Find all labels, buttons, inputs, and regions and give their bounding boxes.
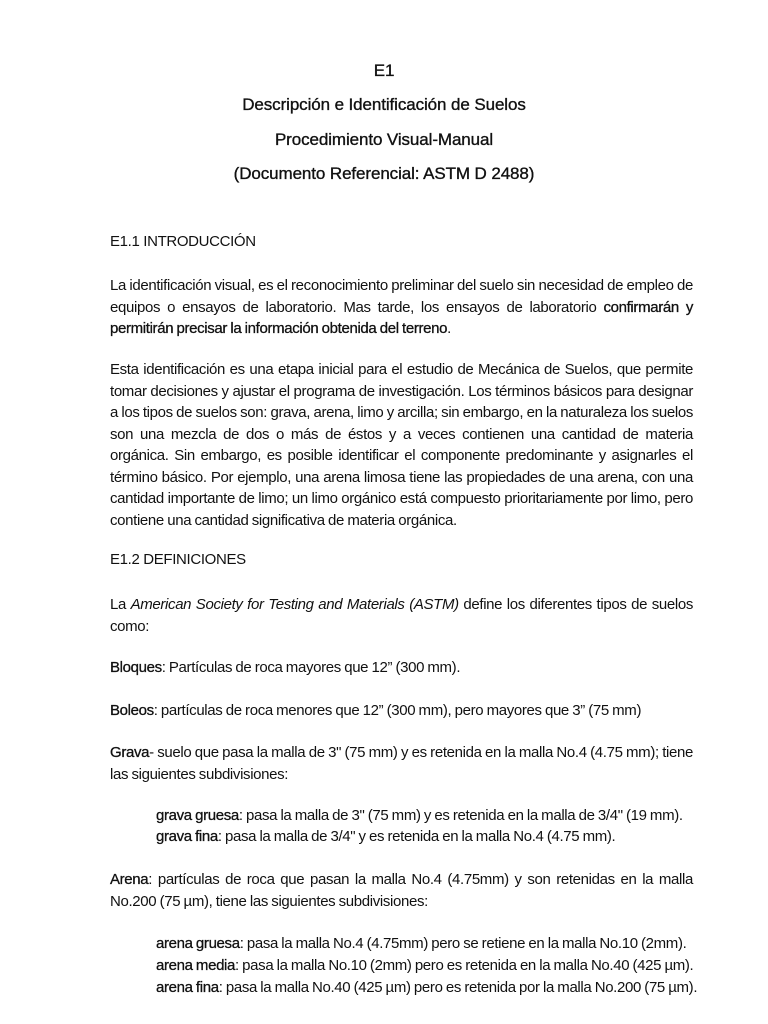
section-heading-introduccion: E1.1 INTRODUCCIÓN xyxy=(110,233,256,250)
intro-paragraph-2: Esta identificación es una etapa inicial para el estudio de Mecánica de Suelos, que permite tomar decisiones y ajustar el programa de investigación. Los términos básicos para designar a los tipos de suelos son: grava, arena, limo y arcilla; sin embargo, en la naturaleza los suelos son una mezcla de dos o más de éstos y a veces contienen una cantidad de materia orgánica. Sin embargo, es posible identificar el componente predominante y asignarles el término básico. Por ejemplo, una arena limosa tiene las propiedades de una arena, con una cantidad importante de limo; un limo orgánico está compuesto prioritariamente por limo, pero contiene una cantidad significativa de materia orgánica. xyxy=(110,361,693,529)
term-grava-fina: grava fina xyxy=(156,828,218,845)
intro-p1-end: . xyxy=(447,320,451,337)
section-heading-definiciones: E1.2 DEFINICIONES xyxy=(110,551,246,568)
text-arena-gruesa: : pasa la malla No.4 (4.75mm) pero se retiene en la malla No.10 (2mm). xyxy=(239,935,687,952)
term-grava: Grava xyxy=(110,744,150,761)
definiciones-intro xyxy=(110,594,693,637)
definition-arena xyxy=(110,869,693,912)
intro-paragraph-1 xyxy=(110,275,693,340)
term-boleos: Boleos xyxy=(110,702,154,719)
term-arena-media: arena media xyxy=(156,957,236,974)
definition-grava xyxy=(110,742,693,785)
definiciones-intro-post: define los diferentes tipos de suelos como: xyxy=(110,596,693,635)
text-grava: - suelo que pasa la malla de 3" (75 mm) y es retenida en la malla No.4 (4.75 mm); tiene las siguientes subdivisiones: xyxy=(110,744,693,783)
text-grava-fina: : pasa la malla de 3/4" y es retenida en la malla No.4 (4.75 mm). xyxy=(217,828,616,845)
subdivision-arena-fina xyxy=(156,977,716,999)
doc-title: Descripción e Identificación de Suelos xyxy=(242,95,526,114)
intro-p1-bold: confirmarán y permitirán precisar la información obtenida del terreno xyxy=(110,298,693,337)
text-bloques: : Partículas de roca mayores que 12” (300 mm). xyxy=(161,659,461,676)
doc-code: E1 xyxy=(373,61,395,80)
term-arena-fina: arena fina xyxy=(156,979,219,996)
subdivision-grava-fina xyxy=(156,826,716,848)
term-bloques: Bloques xyxy=(110,659,162,676)
term-arena-gruesa: arena gruesa xyxy=(156,935,240,952)
term-arena: Arena xyxy=(110,871,149,888)
subdivision-arena-gruesa xyxy=(156,933,716,955)
text-boleos: : partículas de roca menores que 12” (300 mm), pero mayores que 3” (75 mm) xyxy=(153,702,642,719)
doc-reference: (Documento Referencial: ASTM D 2488) xyxy=(233,164,535,183)
text-arena-fina: : pasa la malla No.40 (425 µm) pero es retenida por la malla No.200 (75 µm). xyxy=(218,979,698,996)
definition-boleos xyxy=(110,700,693,722)
text-arena-media: : pasa la malla No.10 (2mm) pero es retenida en la malla No.40 (425 µm). xyxy=(235,957,694,974)
subdivision-arena-media xyxy=(156,955,716,977)
subdivision-grava-gruesa xyxy=(156,805,716,827)
intro-p1-text: La identificación visual, es el reconocimiento preliminar del suelo sin necesidad de empleo de equipos o ensayos de laboratorio. Mas tarde, los ensayos de laboratorio xyxy=(110,277,693,316)
text-grava-gruesa: : pasa la malla de 3" (75 mm) y es retenida en la malla de 3/4" (19 mm). xyxy=(238,807,683,824)
definiciones-intro-pre: La xyxy=(110,596,131,613)
term-grava-gruesa: grava gruesa xyxy=(156,807,239,824)
astm-name: American Society for Testing and Materials (ASTM) xyxy=(130,596,459,613)
text-arena: : partículas de roca que pasan la malla No.4 (4.75mm) y son retenidas en la malla No.200 (75 µm), tiene las siguientes subdivisiones: xyxy=(110,871,693,910)
doc-subtitle: Procedimiento Visual-Manual xyxy=(274,130,494,149)
definition-bloques xyxy=(110,657,693,679)
